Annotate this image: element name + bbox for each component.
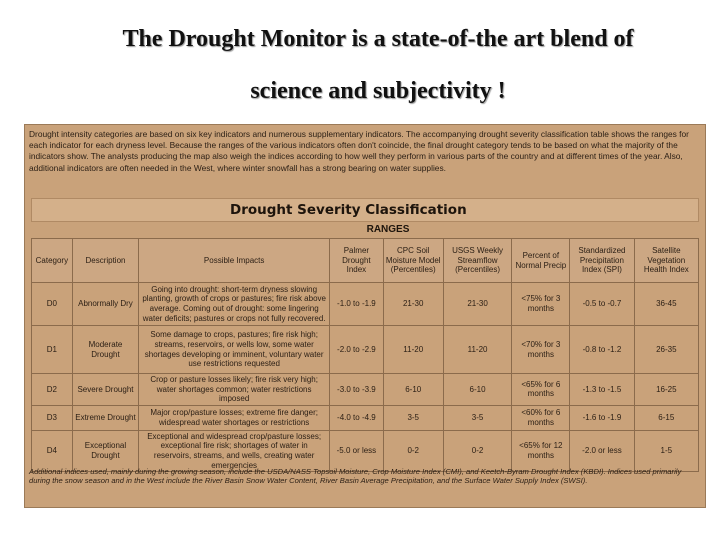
column-header: Satellite Vegetation Health Index [634,239,698,283]
category-cell: D2 [32,374,73,406]
table-heading: Drought Severity Classification [31,198,699,222]
impacts-cell: Crop or pasture losses likely; fire risk very high; water shortages common; water restrictions imposed [139,374,330,406]
category-cell: D1 [32,326,73,374]
ranges-label: RANGES [366,224,410,235]
precip-cell: <70% for 3 months [512,326,570,374]
soil-moisture-cell: 21-30 [383,283,443,326]
vhi-cell: 6-15 [634,405,698,430]
category-cell: D3 [32,405,73,430]
drought-classification-image [24,124,706,508]
vhi-cell: 36-45 [634,283,698,326]
palmer-cell: -1.0 to -1.9 [330,283,384,326]
spi-cell: -0.8 to -1.2 [570,326,634,374]
palmer-cell: -3.0 to -3.9 [330,374,384,406]
table-row [32,283,699,326]
table-row [32,430,699,471]
precip-cell: <65% for 12 months [512,430,570,471]
soil-moisture-cell: 3-5 [383,405,443,430]
palmer-cell: -2.0 to -2.9 [330,326,384,374]
streamflow-cell: 0-2 [443,430,512,471]
impacts-cell: Exceptional and widespread crop/pasture losses; exceptional fire risk; shortages of water in reservoirs, streams, and wells, creating water emergencies [139,430,330,471]
soil-moisture-cell: 6-10 [383,374,443,406]
streamflow-cell: 21-30 [443,283,512,326]
column-header: Palmer Drought Index [330,239,384,283]
vhi-cell: 1-5 [634,430,698,471]
footnote: Additional indices used, mainly during the growing season, include the USDA/NASS Topsoil Moisture, Crop Moisture Index (CMI), and Keetch-Byram Drought Index (KBDI). Indices used primarily during the snow season and in the West include the River Basin Snow Water Content, River Basin Average Precipitation, and the Surface Water Supply Index (SWSI). [29,467,682,486]
soil-moisture-cell: 11-20 [383,326,443,374]
impacts-cell: Major crop/pasture losses; extreme fire danger; widespread water shortages or restrictions [139,405,330,430]
description-cell: Exceptional Drought [72,430,138,471]
column-header: Percent of Normal Precip [512,239,570,283]
impacts-cell: Some damage to crops, pastures; fire risk high; streams, reservoirs, or wells low, some water shortages developing or imminent, voluntary water use restrictions requested [139,326,330,374]
slide-title-line-2: science and subjectivity ! [250,78,506,104]
soil-moisture-cell: 0-2 [383,430,443,471]
palmer-cell: -4.0 to -4.9 [330,405,384,430]
category-cell: D0 [32,283,73,326]
column-header: Standardized Precipitation Index (SPI) [570,239,634,283]
vhi-cell: 16-25 [634,374,698,406]
spi-cell: -0.5 to -0.7 [570,283,634,326]
column-header: Possible Impacts [139,239,330,283]
description-cell: Moderate Drought [72,326,138,374]
spi-cell: -1.6 to -1.9 [570,405,634,430]
streamflow-cell: 3-5 [443,405,512,430]
column-header: Description [72,239,138,283]
table-row [32,326,699,374]
description-cell: Severe Drought [72,374,138,406]
palmer-cell: -5.0 or less [330,430,384,471]
drought-severity-table [31,238,699,472]
spi-cell: -1.3 to -1.5 [570,374,634,406]
table-row [32,405,699,430]
table-row [32,374,699,406]
column-header: USGS Weekly Streamflow (Percentiles) [443,239,512,283]
description-cell: Extreme Drought [72,405,138,430]
slide-title-line-1: The Drought Monitor is a state-of-the art blend of [122,26,634,52]
column-header: CPC Soil Moisture Model (Percentiles) [383,239,443,283]
table-header-row [32,239,699,283]
vhi-cell: 26-35 [634,326,698,374]
impacts-cell: Going into drought: short-term dryness slowing planting, growth of crops or pastures; fire risk above average. Coming out of drought: some lingering water deficits; pastures or crops not fully recovered. [139,283,330,326]
streamflow-cell: 11-20 [443,326,512,374]
column-header: Category [32,239,73,283]
intro-paragraph: Drought intensity categories are based on six key indicators and numerous supplementary indicators. The accompanying drought severity classification table shows the ranges for each indicator for each dryness level. Because the ranges of the various indicators often don't coincide, the final drought category tends to be based on what the majority of the indicators show. The analysts producing the map also weigh the indices according to how well they perform in various parts of the country and at different times of the year. Also, additional indicators are often needed in the West, where winter snowfall has a strong bearing on water supplies. [29,129,689,173]
precip-cell: <65% for 6 months [512,374,570,406]
description-cell: Abnormally Dry [72,283,138,326]
precip-cell: <75% for 3 months [512,283,570,326]
streamflow-cell: 6-10 [443,374,512,406]
spi-cell: -2.0 or less [570,430,634,471]
category-cell: D4 [32,430,73,471]
precip-cell: <60% for 6 months [512,405,570,430]
